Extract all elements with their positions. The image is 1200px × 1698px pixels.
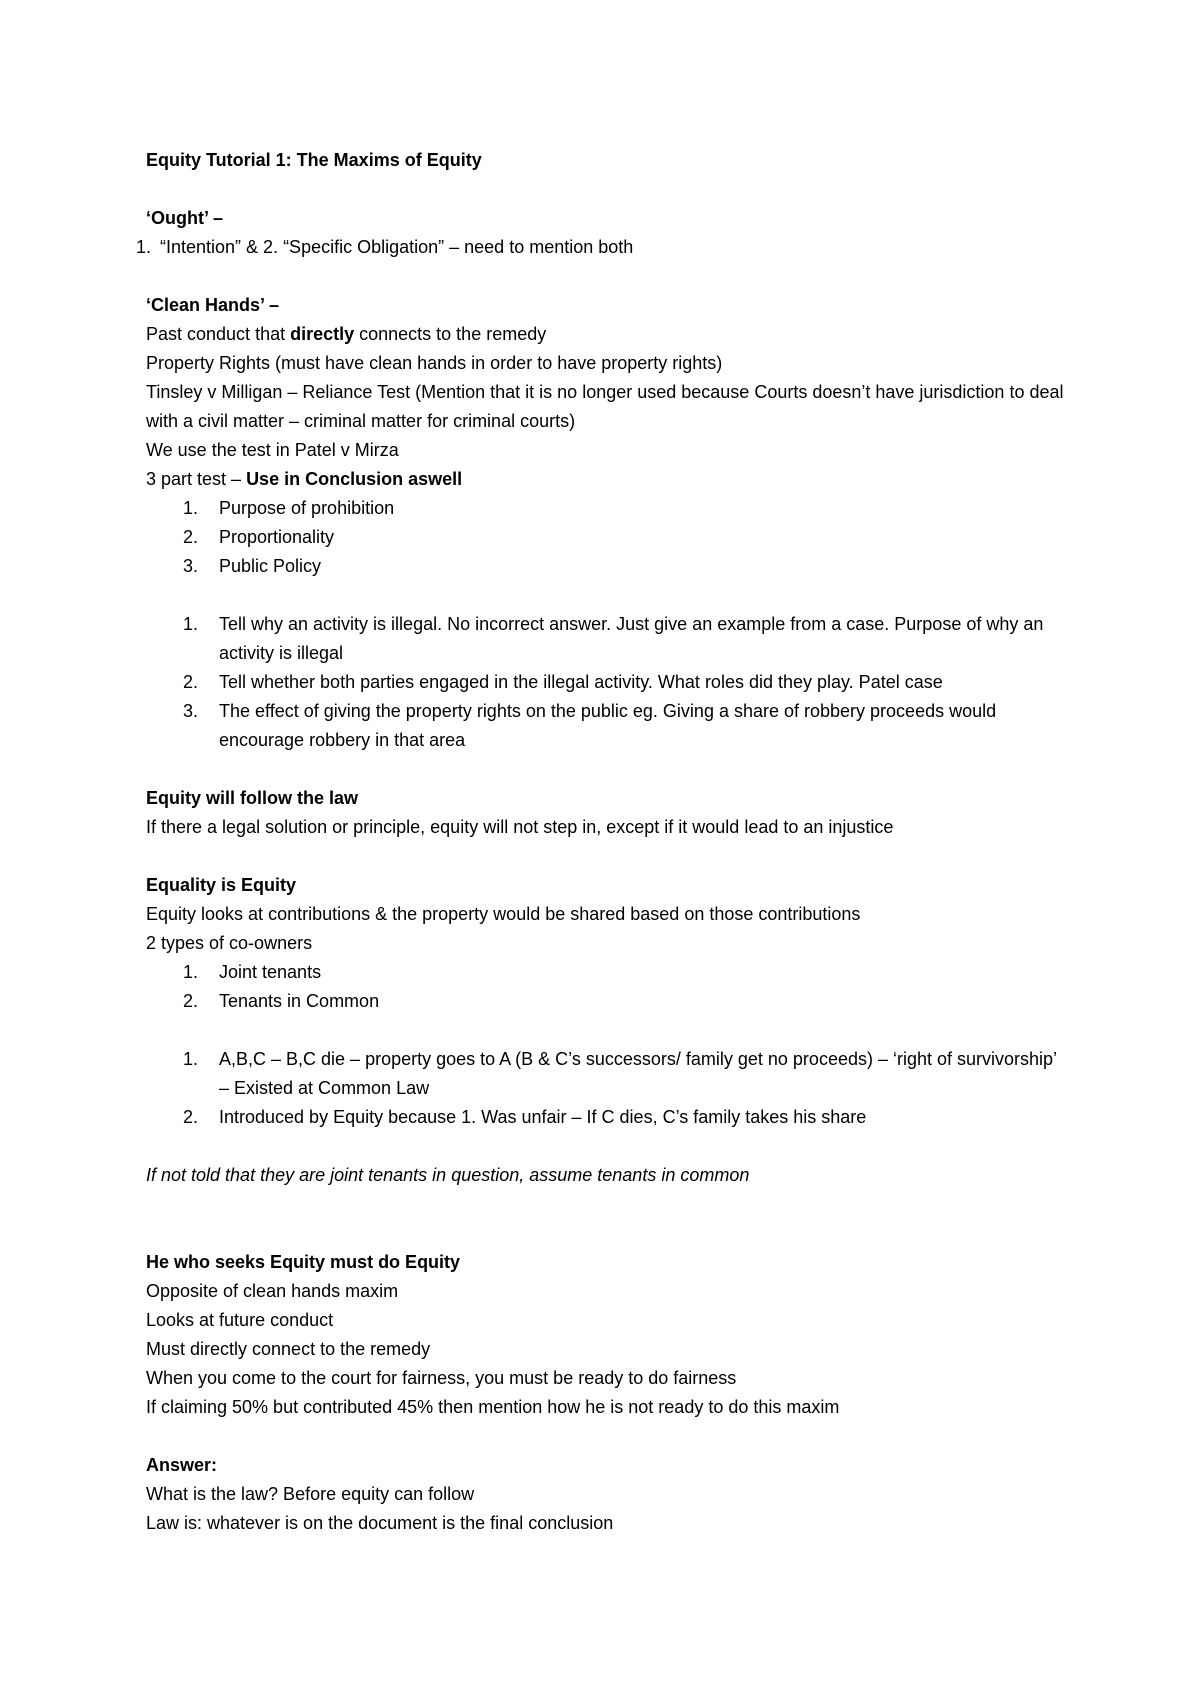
seeks-equity-line: Opposite of clean hands maxim <box>146 1281 399 1301</box>
equality-heading: Equality is Equity <box>146 875 297 895</box>
list-text: A,B,C – B,C die – property goes to A (B & C’s successors/ family get no proceeds) – ‘right of survivorship’ – Existed at Common Law <box>219 1049 1057 1098</box>
list-number: 1. <box>183 1049 199 1069</box>
seeks-equity-line: Must directly connect to the remedy <box>146 1339 431 1359</box>
list-text: Public Policy <box>219 556 322 576</box>
spacer <box>146 842 1066 871</box>
list-number: 2. <box>183 672 199 692</box>
list-text: Tell why an activity is illegal. No incorrect answer. Just give an example from a case. Purpose of why an activity is illegal <box>219 614 1044 663</box>
tenants-note: If not told that they are joint tenants in question, assume tenants in common <box>146 1165 750 1185</box>
list-item <box>146 987 1066 1016</box>
seeks-equity-line: Looks at future conduct <box>146 1310 334 1330</box>
ought-list <box>136 233 1066 262</box>
clean-hands-line-4: We use the test in Patel v Mirza <box>146 440 399 460</box>
list-item <box>146 1045 1066 1103</box>
list-number: 1. <box>183 962 199 982</box>
clean-hands-line-3: Tinsley v Milligan – Reliance Test (Mention that it is no longer used because Courts doesn’t have jurisdiction to deal with a civil matter – criminal matter for criminal courts) <box>146 382 1064 431</box>
spacer <box>146 1422 1066 1451</box>
list-text: Introduced by Equity because 1. Was unfair – If C dies, C’s family takes his share <box>219 1107 867 1127</box>
list-number: 3. <box>183 701 199 721</box>
text-segment: Past conduct that <box>146 324 291 344</box>
clean-hands-line-2: Property Rights (must have clean hands in order to have property rights) <box>146 353 723 373</box>
bold-segment: Use in Conclusion aswell <box>246 469 463 489</box>
spacer <box>146 581 1066 610</box>
bold-segment: directly <box>290 324 355 344</box>
spacer <box>146 1132 1066 1161</box>
seeks-equity-line: If claiming 50% but contributed 45% then mention how he is not ready to do this maxim <box>146 1397 840 1417</box>
ought-heading: ‘Ought’ – <box>146 208 224 228</box>
list-item <box>146 1103 1066 1132</box>
list-text: Tenants in Common <box>219 991 380 1011</box>
clean-hands-heading: ‘Clean Hands’ – <box>146 295 280 315</box>
list-item <box>146 494 1066 523</box>
equality-line-2: 2 types of co-owners <box>146 933 313 953</box>
list-text: The effect of giving the property rights on the public eg. Giving a share of robbery proceeds would encourage robbery in that area <box>219 701 997 750</box>
list-item <box>146 958 1066 987</box>
document-title: Equity Tutorial 1: The Maxims of Equity <box>146 150 482 170</box>
list-number: 1. <box>183 498 199 518</box>
three-part-test-list <box>146 494 1066 581</box>
clean-hands-line-1 <box>146 320 1066 349</box>
follow-law-heading: Equity will follow the law <box>146 788 359 808</box>
list-text: Proportionality <box>219 527 335 547</box>
clean-hands-line-5 <box>146 465 1066 494</box>
seeks-equity-line: When you come to the court for fairness, you must be ready to do fairness <box>146 1368 737 1388</box>
text-segment: 3 part test – <box>146 469 247 489</box>
spacer <box>146 262 1066 291</box>
list-text: Tell whether both parties engaged in the illegal activity. What roles did they play. Patel case <box>219 672 943 692</box>
list-number: 3. <box>183 556 199 576</box>
spacer <box>146 755 1066 784</box>
list-item <box>146 668 1066 697</box>
answer-heading: Answer: <box>146 1455 218 1475</box>
answer-line: Law is: whatever is on the document is the final conclusion <box>146 1513 614 1533</box>
document-body <box>136 146 1066 1538</box>
spacer <box>146 1016 1066 1045</box>
list-item <box>146 610 1066 668</box>
text-segment: connects to the remedy <box>354 324 547 344</box>
test-explanation-list <box>146 610 1066 755</box>
list-text: Purpose of prohibition <box>219 498 395 518</box>
list-number: 1. <box>183 614 199 634</box>
co-owner-types-list <box>146 958 1066 1016</box>
follow-law-line-1: If there a legal solution or principle, equity will not step in, except if it would lead to an injustice <box>146 817 894 837</box>
list-item <box>146 697 1066 755</box>
co-owner-explanation-list <box>146 1045 1066 1132</box>
list-item <box>146 552 1066 581</box>
list-text: “Intention” & 2. “Specific Obligation” – need to mention both <box>160 237 634 257</box>
list-number: 2. <box>183 527 199 547</box>
spacer <box>146 1190 1066 1248</box>
spacer <box>146 175 1066 204</box>
answer-line: What is the law? Before equity can follow <box>146 1484 475 1504</box>
seeks-equity-heading: He who seeks Equity must do Equity <box>146 1252 461 1272</box>
list-number: 2. <box>183 991 199 1011</box>
list-item <box>136 233 1066 262</box>
list-number: 1. <box>136 237 152 257</box>
list-number: 2. <box>183 1107 199 1127</box>
list-text: Joint tenants <box>219 962 322 982</box>
list-item <box>146 523 1066 552</box>
equality-line-1: Equity looks at contributions & the property would be shared based on those contributions <box>146 904 861 924</box>
